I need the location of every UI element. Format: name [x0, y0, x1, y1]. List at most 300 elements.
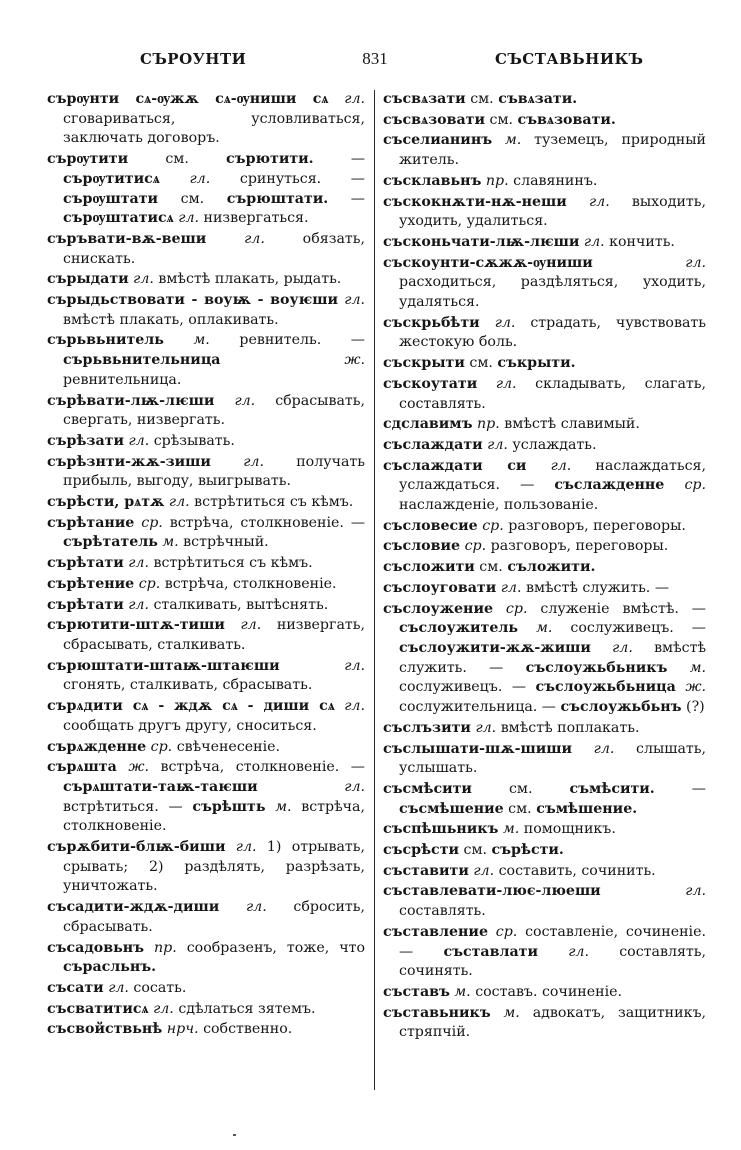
definition-text: встрѣча, столкновеніе.	[160, 575, 337, 592]
headword: съложити.	[507, 559, 596, 576]
headword: сърѣзати	[47, 432, 124, 449]
headword: съсмѣсити	[383, 780, 472, 797]
headword: съмѣшение.	[536, 800, 638, 817]
definition-text: разговоръ, переговоры.	[503, 517, 686, 534]
grammar-abbrev: м.	[454, 983, 471, 1000]
headword: сърѧшта	[47, 759, 117, 776]
definition-text: услаждать.	[507, 436, 597, 453]
definition-text: получать прибыль, выгоду, выигрывать.	[63, 453, 365, 490]
headword: сърѹштати	[63, 190, 159, 207]
definition-text: сдѣлаться зятемъ.	[173, 1000, 316, 1017]
grammar-abbrev: гл.	[612, 639, 633, 656]
headword: съслоужьбьница	[535, 679, 676, 696]
definition-text: составленіе, сочиненіе. —	[399, 923, 706, 960]
headword: съслоужение	[383, 600, 493, 617]
headword: сърѧдити сѧ - ждѫ сѧ - диши сѧ	[47, 698, 335, 715]
definition-text	[493, 601, 506, 617]
definition-text: низвергаться.	[199, 210, 309, 227]
grammar-abbrev: пр.	[154, 939, 177, 956]
dictionary-entry	[47, 432, 365, 452]
definition-text: вмѣстѣ поплакать.	[496, 719, 640, 736]
headword: съсловесие	[383, 517, 478, 534]
grammar-abbrev: гл.	[235, 839, 257, 856]
definition-text	[664, 477, 684, 493]
grammar-abbrev: нрч.	[166, 1021, 199, 1038]
definition-text	[206, 231, 244, 247]
headword: съкрыти.	[497, 355, 576, 372]
column-divider	[374, 90, 375, 1090]
headword: съвѧзовати.	[517, 111, 616, 128]
grammar-abbrev: гл.	[550, 457, 572, 474]
headword: съсклавьнъ	[383, 172, 482, 189]
definition-text: сговариваться, условливаться, заключать договоръ.	[63, 110, 365, 147]
headword: съсадити-ждѫ-диши	[47, 899, 220, 916]
definition-text	[221, 352, 345, 368]
headword: съставъ	[383, 983, 450, 1000]
definition-text: —	[328, 190, 365, 207]
definition-text: ревнительница.	[63, 371, 182, 388]
definition-text: наслажденіе, пользованіе.	[399, 497, 599, 514]
definition-text: служеніе вмѣстѣ. —	[527, 600, 706, 617]
headword: сърѣзнти-жѫ-зиши	[47, 453, 211, 470]
headword: съсадовьнъ	[47, 939, 145, 956]
headword: съселианинъ	[383, 132, 493, 149]
headword: сърѣтатель	[63, 534, 158, 551]
grammar-abbrev: гл.	[473, 862, 495, 879]
headword: съвѧзати.	[498, 91, 578, 107]
grammar-abbrev: гл.	[234, 392, 256, 409]
definition-text: сосать.	[128, 979, 187, 996]
grammar-abbrev: ср.	[464, 538, 487, 555]
definition-text: составъ. сочиненіе.	[470, 983, 623, 1000]
definition-text	[225, 839, 235, 855]
definition-text	[335, 698, 344, 714]
dictionary-entry	[383, 923, 706, 982]
grammar-abbrev: ср.	[505, 600, 528, 617]
headword: съслоуговати	[383, 579, 497, 596]
headword: сърѣвати-лѭ-лѥши	[47, 392, 215, 409]
headword: сърыдьствовати - воуѭ - воуѥши	[47, 292, 339, 309]
grammar-abbrev: гл.	[495, 375, 517, 392]
definition-text	[538, 944, 568, 960]
definition-text: свѣченесеніе.	[172, 738, 281, 755]
headword: съсватитисѧ	[47, 1000, 149, 1017]
definition-text	[214, 393, 234, 409]
headword: съспѣшьникъ	[383, 821, 499, 838]
grammar-abbrev: м.	[689, 659, 706, 676]
dictionary-entry	[47, 331, 365, 390]
definition-text: сообразенъ, тоже, что	[176, 939, 365, 956]
grammar-abbrev: гл.	[685, 254, 706, 271]
left-running-headword: СЪРОУНТИ	[140, 50, 247, 68]
definition-text	[258, 779, 345, 795]
definition-text: кончить.	[604, 233, 675, 250]
grammar-abbrev: ср.	[141, 514, 163, 531]
definition-text: помощникъ.	[519, 821, 616, 838]
headword: сърютити.	[226, 151, 314, 168]
dictionary-entry	[47, 898, 365, 937]
headword: съскрыти	[383, 355, 465, 372]
definition-text: встрѣтиться. —	[63, 798, 193, 815]
dictionary-entry	[383, 172, 706, 192]
headword: съставлати	[443, 943, 538, 960]
definition-text: сринуться. —	[210, 170, 365, 187]
dictionary-entry	[47, 838, 365, 897]
definition-text: см.	[128, 151, 227, 168]
right-running-headword: СЪСТАВЬНИКЪ	[495, 50, 644, 68]
headword: съскоунти-сѫжѫ-ѹниши	[383, 254, 593, 271]
definition-text	[211, 454, 243, 470]
left-column	[47, 90, 365, 1041]
grammar-abbrev: гл.	[344, 778, 365, 795]
definition-text: 1) отрывать, срывать; 2) раздѣлять, разрѣзать, уничтожать.	[63, 839, 365, 895]
dictionary-entry	[383, 983, 706, 1003]
dictionary-entry	[383, 820, 706, 840]
grammar-abbrev: ср.	[150, 738, 173, 755]
definition-text	[164, 332, 194, 348]
dictionary-entry	[383, 780, 706, 819]
headword: съсконьчати-лѭ-лѥши	[383, 233, 580, 250]
headword: сърьвьнитель	[47, 332, 164, 349]
headword: съслоужити-жѫ-жиши	[399, 639, 591, 656]
dictionary-entry	[383, 436, 706, 456]
definition-text: вмѣстѣ славимый.	[499, 416, 640, 433]
definition-text: сослуживецъ. —	[399, 679, 536, 696]
definition-text: выходить, уходить, удалиться.	[399, 193, 706, 230]
grammar-abbrev: гл.	[244, 230, 265, 247]
headword: съмѣсити.	[569, 780, 655, 797]
dictionary-entry	[383, 254, 706, 313]
definition-text: сбрасывать, свергать, низвергать.	[63, 392, 365, 429]
headword: съсвѧзати	[383, 91, 466, 107]
definition-text	[280, 658, 345, 674]
definition-text: см.	[474, 559, 508, 576]
headword: съръвати-вѫ-веши	[47, 230, 207, 247]
headword: сърѫбити-блѭ-биши	[47, 839, 226, 856]
grammar-abbrev: пр.	[485, 172, 509, 189]
dictionary-entry	[383, 131, 706, 170]
definition-text	[492, 132, 505, 148]
dictionary-entry	[47, 939, 365, 978]
grammar-abbrev: гл.	[108, 979, 129, 996]
dictionary-entry	[47, 1000, 365, 1020]
headword: съставлевати-лює-люеши	[383, 883, 601, 900]
headword: сърѣтение	[47, 575, 135, 592]
definition-text: встрѣча, столкновеніе. —	[148, 759, 365, 776]
grammar-abbrev: гл.	[189, 170, 211, 187]
grammar-abbrev: гл.	[128, 555, 149, 572]
definition-text: слышать, услышать.	[399, 740, 706, 777]
headword: сърѧжденне	[47, 738, 147, 755]
definition-text: срѣзывать.	[149, 432, 235, 449]
definition-text: туземецъ, природный житель.	[399, 132, 707, 169]
headword: сърюштати-штаѭ-штаѥши	[47, 657, 280, 674]
grammar-abbrev: ж.	[128, 759, 149, 776]
definition-text	[676, 679, 686, 695]
grammar-abbrev: гл.	[494, 314, 516, 331]
definition-text: встрѣча, столкновеніе.	[63, 798, 366, 835]
dictionary-entry	[383, 719, 706, 739]
dictionary-entry	[47, 1020, 365, 1040]
grammar-abbrev: м.	[162, 534, 179, 551]
headword: съслышати-шѫ-шиши	[383, 740, 573, 757]
definition-text	[591, 640, 612, 656]
headword: сдславимъ	[383, 416, 473, 433]
headword: сърѹтитисѧ	[63, 170, 160, 187]
definition-text	[117, 759, 129, 775]
headword: сърюштати.	[226, 190, 329, 207]
headword: съслоужьбьнъ	[560, 699, 682, 716]
definition-text: адвокатъ, защитникъ, стряпчій.	[399, 1004, 706, 1041]
dictionary-entry	[383, 537, 706, 557]
grammar-abbrev: гл.	[243, 453, 264, 470]
definition-text	[328, 91, 344, 107]
definition-text: вмѣстѣ служить. —	[399, 639, 706, 676]
right-column	[383, 90, 706, 1044]
definition-text	[477, 376, 496, 392]
dictionary-entry	[47, 596, 365, 616]
headword: съсвѧзовати	[383, 111, 485, 128]
definition-text: встрѣчный.	[178, 534, 269, 551]
dictionary-entry	[383, 882, 706, 921]
definition-text	[219, 899, 246, 915]
dictionary-entry	[383, 579, 706, 599]
definition-text: см.	[503, 800, 537, 817]
grammar-abbrev: м.	[275, 798, 292, 815]
headword: съслаждати	[383, 436, 483, 453]
definition-text: обязать, снискать.	[63, 230, 365, 267]
dictionary-entry	[47, 979, 365, 999]
definition-text: сообщать другъ другу, сноситься.	[63, 717, 317, 734]
definition-text: сгонять, сталкивать, сбрасывать.	[63, 677, 313, 694]
dictionary-entry	[47, 758, 365, 837]
definition-text: —	[313, 151, 366, 168]
definition-text: сбросить, сбрасывать.	[63, 899, 365, 935]
grammar-abbrev: гл.	[153, 1000, 174, 1017]
definition-text: складывать, слагать, составлять.	[399, 375, 706, 412]
headword: сърасльнъ.	[63, 959, 157, 976]
definition-text	[265, 799, 275, 815]
definition-text: —	[654, 780, 706, 797]
definition-text	[225, 617, 241, 633]
dictionary-entry	[383, 314, 706, 353]
headword: сърыдати	[47, 271, 129, 288]
definition-text: составлять.	[399, 903, 486, 920]
definition-text: составить, сочинить.	[494, 862, 656, 879]
grammar-abbrev: гл.	[178, 210, 200, 227]
grammar-abbrev: ж.	[344, 352, 365, 369]
definition-text: встрѣча, столкновеніе. —	[162, 514, 366, 531]
definition-text: сослужительница. —	[399, 699, 561, 716]
headword: сърѧштати-таѭ-таѥши	[63, 778, 258, 795]
definition-text: см.	[158, 190, 227, 207]
dictionary-entry	[383, 841, 706, 861]
headword: сърѣтати	[47, 555, 124, 572]
headword: съслоужитель	[399, 620, 519, 637]
definition-text: вмѣстѣ плакать, рыдать.	[153, 271, 342, 288]
definition-text	[667, 660, 689, 676]
grammar-abbrev: ср.	[482, 517, 504, 534]
grammar-abbrev: м.	[193, 332, 210, 349]
grammar-abbrev: гл.	[487, 436, 508, 453]
definition-text: славянинъ.	[508, 172, 598, 189]
headword: съсати	[47, 979, 104, 996]
grammar-abbrev: гл.	[344, 698, 365, 715]
headword: сърѣтание	[47, 514, 135, 531]
grammar-abbrev: ср.	[684, 477, 706, 494]
grammar-abbrev: гл.	[344, 91, 366, 107]
dictionary-entry	[47, 270, 365, 290]
headword: сърѹштатисѧ	[63, 210, 174, 227]
dictionary-entry	[383, 517, 706, 537]
definition-text: см.	[485, 111, 518, 128]
dictionary-entry	[383, 558, 706, 578]
ink-speck	[233, 1134, 236, 1136]
headword: съскоутати	[383, 375, 478, 392]
dictionary-entry	[47, 90, 365, 149]
dictionary-entry	[383, 415, 706, 435]
dictionary-entry	[47, 150, 365, 229]
grammar-abbrev: гл.	[128, 432, 150, 449]
headword: сърѣтати	[47, 596, 124, 613]
headword: съставьникъ	[383, 1004, 491, 1021]
grammar-abbrev: гл.	[568, 943, 589, 960]
definition-text: см.	[464, 355, 498, 372]
grammar-abbrev: м.	[503, 1004, 520, 1021]
headword: сърѣшть	[192, 798, 266, 815]
grammar-abbrev: гл.	[344, 292, 365, 309]
definition-text	[593, 255, 686, 271]
dictionary-entry	[383, 90, 706, 110]
definition-text: страдать, чувствовать жестокую боль.	[399, 314, 706, 351]
headword: съсвойствьнѣ	[47, 1021, 163, 1038]
grammar-abbrev: м.	[502, 821, 520, 838]
definition-text	[160, 171, 190, 187]
dictionary-entry	[47, 291, 365, 330]
definition-text: вмѣстѣ плакать, оплакивать.	[63, 311, 279, 328]
headword: съслаждати си	[383, 457, 527, 474]
definition-text: собственно.	[198, 1021, 293, 1038]
grammar-abbrev: ж.	[685, 679, 706, 696]
headword: съслажденне	[554, 477, 665, 494]
grammar-abbrev: ср.	[138, 575, 161, 592]
dictionary-entry	[47, 514, 365, 553]
headword: сърѹтити	[47, 151, 129, 168]
headword: съскокнѫти-нѫ-неши	[383, 193, 567, 210]
headword: сърютити-штѫ-тиши	[47, 617, 225, 634]
headword: съсрѣсти	[383, 842, 460, 859]
definition-text	[601, 883, 686, 899]
grammar-abbrev: ср.	[495, 923, 518, 940]
dictionary-entry	[383, 457, 706, 516]
headword: съставити	[383, 862, 469, 879]
dictionary-entry	[47, 554, 365, 574]
grammar-abbrev: м.	[536, 620, 553, 637]
definition-text: сослуживецъ. —	[552, 620, 706, 637]
definition-text: см.	[471, 780, 570, 797]
definition-text	[526, 458, 550, 474]
definition-text: встрѣтиться съ кѣмъ.	[148, 555, 313, 572]
headword: съслоужьбьникъ	[525, 659, 668, 676]
dictionary-entry	[383, 354, 706, 374]
definition-text: (?)	[681, 699, 705, 716]
definition-text	[518, 620, 536, 636]
grammar-abbrev: гл.	[583, 233, 605, 250]
definition-text: вмѣстѣ служить. —	[521, 579, 670, 596]
dictionary-entry	[47, 697, 365, 736]
headword: съсловие	[383, 538, 461, 555]
grammar-abbrev: гл.	[589, 193, 610, 210]
page-header	[0, 48, 741, 76]
dictionary-entry	[47, 616, 365, 655]
dictionary-entry	[47, 493, 365, 513]
definition-text: наслаждаться, услаждаться. —	[399, 457, 706, 494]
grammar-abbrev: гл.	[128, 596, 149, 613]
dictionary-entry	[47, 575, 365, 595]
headword: съставление	[383, 923, 488, 940]
definition-text: см.	[459, 842, 492, 859]
dictionary-entry	[47, 392, 365, 431]
dictionary-entry	[47, 657, 365, 696]
grammar-abbrev: гл.	[475, 719, 497, 736]
definition-text	[567, 194, 589, 210]
page-number: 831	[362, 49, 388, 68]
grammar-abbrev: гл.	[344, 657, 365, 674]
definition-text: составлять, сочинять.	[399, 943, 706, 980]
headword: сърѣсти, рѧтѫ	[47, 494, 165, 511]
headword: сърьвьнительница	[63, 352, 221, 369]
headword: съсмѣшение	[399, 800, 504, 817]
definition-text: расходиться, раздѣляться, уходить, удаляться.	[399, 274, 706, 311]
grammar-abbrev: гл.	[500, 579, 522, 596]
dictionary-entry	[383, 233, 706, 253]
dictionary-entry	[47, 230, 365, 269]
definition-text: встрѣтиться съ кѣмъ.	[189, 494, 354, 511]
dictionary-entry	[383, 740, 706, 779]
definition-text	[488, 924, 496, 940]
dictionary-entry	[383, 862, 706, 882]
definition-text	[144, 940, 154, 956]
dictionary-entry	[383, 193, 706, 232]
definition-text	[480, 315, 495, 331]
headword: сърѹнти сѧ-ѹжѫ сѧ-ѹниши сѧ	[47, 91, 329, 107]
definition-text: ревнитель. —	[209, 332, 365, 349]
grammar-abbrev: гл.	[168, 494, 190, 511]
headword: сърѣсти.	[491, 842, 564, 859]
dictionary-entry	[383, 111, 706, 131]
dictionary-entry	[47, 738, 365, 758]
definition-text: разговоръ, переговоры.	[486, 538, 669, 555]
grammar-abbrev: гл.	[685, 883, 706, 900]
dictionary-entry	[383, 600, 706, 718]
grammar-abbrev: пр.	[477, 416, 500, 433]
dictionary-entry	[383, 1004, 706, 1043]
definition-text	[572, 741, 594, 757]
definition-text	[491, 1005, 504, 1021]
definition-text: см.	[465, 91, 499, 107]
grammar-abbrev: гл.	[133, 271, 154, 288]
dictionary-entry	[47, 453, 365, 492]
grammar-abbrev: м.	[504, 132, 522, 149]
grammar-abbrev: гл.	[245, 899, 267, 916]
headword: съслъзити	[383, 719, 471, 736]
definition-text: сталкивать, вытѣснять.	[148, 596, 329, 613]
grammar-abbrev: гл.	[593, 740, 615, 757]
grammar-abbrev: гл.	[240, 617, 262, 634]
headword: съсложити	[383, 559, 475, 576]
definition-text: низвергать, сбрасывать, сталкивать.	[63, 617, 365, 653]
dictionary-entry	[383, 375, 706, 414]
